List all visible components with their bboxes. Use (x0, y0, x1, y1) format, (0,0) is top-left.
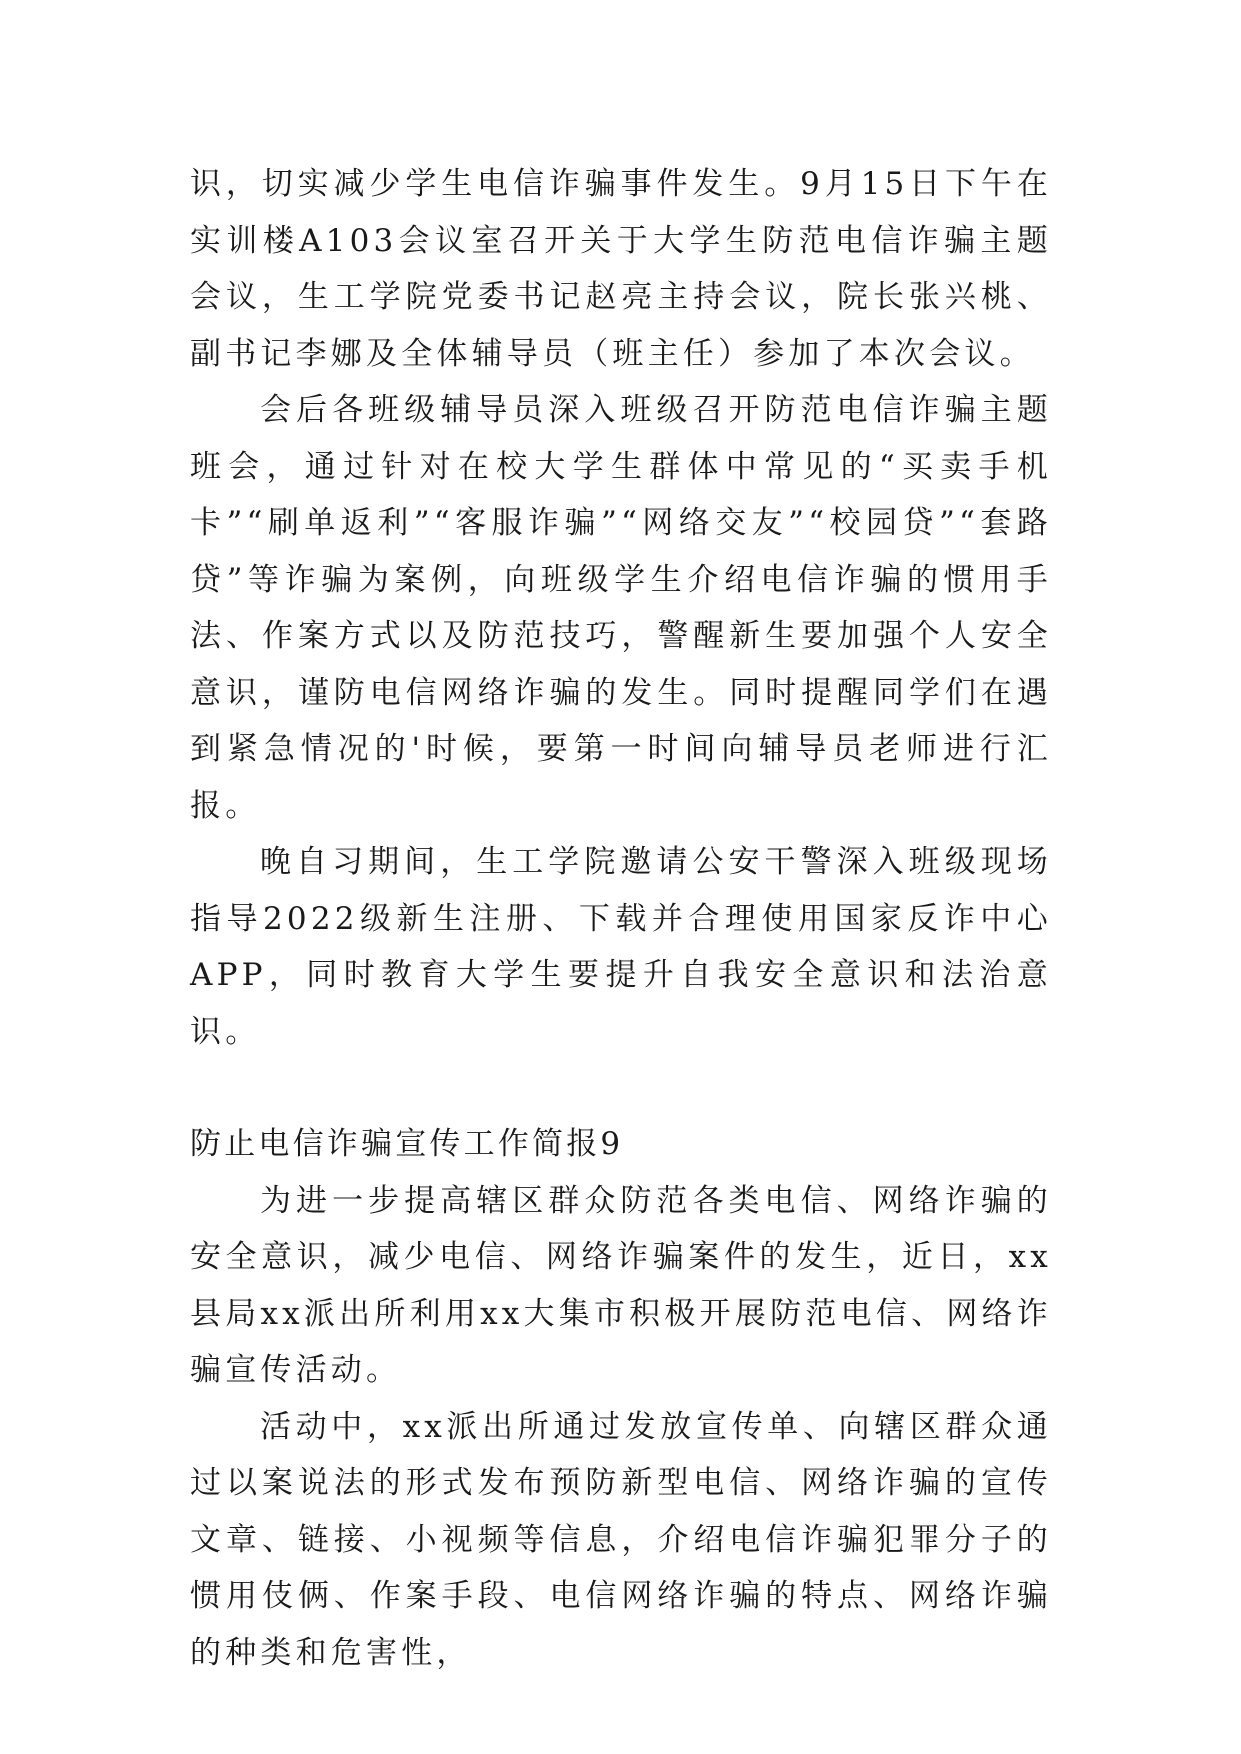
document-body (190, 156, 1052, 1681)
paragraph-meeting-summary: 识，切实减少学生电信诈骗事件发生。9月15日下午在实训楼A103会议室召开关于大学生防范电信诈骗主题会议，生工学院党委书记赵亮主持会议，院长张兴桃、副书记李娜及全体辅导员（班主任）参加了本次会议。 (190, 166, 1052, 372)
paragraph-evening-study: 晚自习期间，生工学院邀请公安干警深入班级现场指导2022级新生注册、下载并合理使用国家反诈中心APP，同时教育大学生要提升自我安全意识和法治意识。 (190, 844, 1052, 1050)
paragraph-activity-details: 活动中，xx派出所通过发放宣传单、向辖区群众通过以案说法的形式发布预防新型电信、网络诈骗的宣传文章、链接、小视频等信息，介绍电信诈骗犯罪分子的惯用伎俩、作案手段、电信网络诈骗的特点、网络诈骗的种类和危害性， (190, 1408, 1052, 1671)
section-title: 防止电信诈骗宣传工作简报9 (190, 1126, 624, 1162)
paragraph-class-meetings: 会后各班级辅导员深入班级召开防范电信诈骗主题班会，通过针对在校大学生群体中常见的“买卖手机卡”“刷单返利”“客服诈骗”“网络交友”“校园贷”“套路贷”等诈骗为案例，向班级学生介绍电信诈骗的惯用手法、作案方式以及防范技巧，警醒新生要加强个人安全意识，谨防电信网络诈骗的发生。同时提醒同学们在遇到紧急情况的'时候，要第一时间向辅导员老师进行汇报。 (190, 392, 1052, 824)
paragraph-publicity-intro: 为进一步提高辖区群众防范各类电信、网络诈骗的安全意识，减少电信、网络诈骗案件的发生，近日，xx县局xx派出所利用xx大集市积极开展防范电信、网络诈骗宣传活动。 (190, 1182, 1052, 1388)
